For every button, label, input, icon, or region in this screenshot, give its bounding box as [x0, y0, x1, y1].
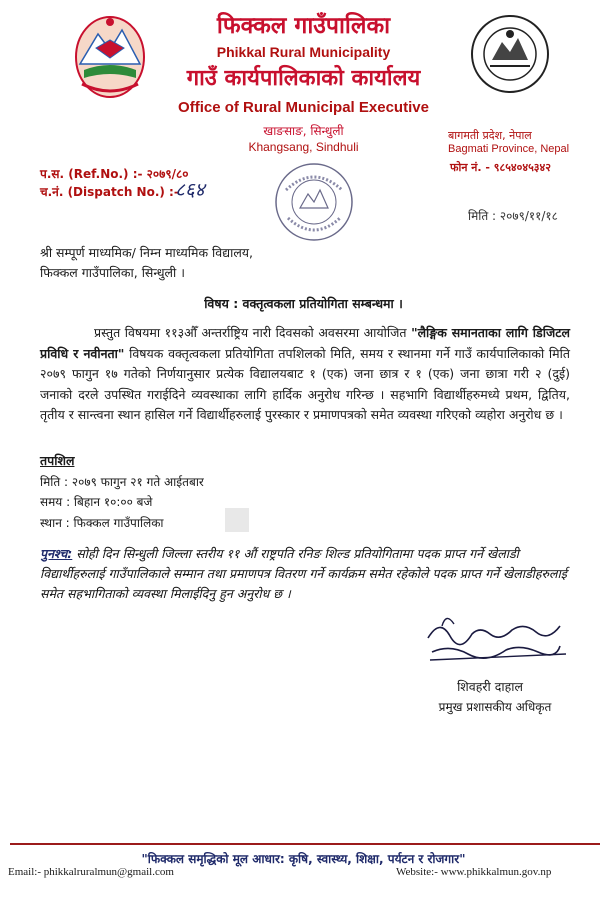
phone-number: फोन नं. - ९८५४०४५३४२	[450, 161, 551, 174]
letter-date: मिति : २०७९/११/१८	[468, 209, 558, 223]
reference-number: प.स. (Ref.No.) :- २०७९/८०	[40, 167, 189, 181]
office-name-nepali: गाउँ कार्यपालिकाको कार्यालय	[186, 66, 421, 91]
dispatch-number-label: च.नं. (Dispatch No.) :-	[40, 185, 179, 199]
postscript-label: पुनश्च:	[40, 546, 73, 561]
address-nepali: खाङसाङ, सिन्धुली	[263, 124, 344, 138]
address-english: Khangsang, Sindhuli	[248, 140, 359, 154]
dispatch-number-handwritten: ८६४	[175, 179, 205, 201]
body-text-part-2: विषयक वक्तृत्वकला प्रतियोगिता तपशिलको मिति, समय र स्थानमा गर्ने गाउँ कार्यपालिकाको मिति २०७९ फागुन १७ गतेको निर्णयानुसार प्रत्येक विद्यालयबाट १ (एक) जना छात्र र १ (एक) जना छात्रा गरी २ (दुई) जनाको दरले उपस्थित गराईदिने व्यवस्थाका लागि हार्दिक अनुरोध गरिन्छ । सहभागि विद्यार्थीहरुमध्ये प्रथम, द्वितिय, तृतीय र सान्त्वना स्थान हासिल गर्ने विद्यार्थीहरुलाई पुरस्कार र प्रमाणपत्रको समेत व्यवस्था गरिएको व्यहोरा अनुरोध छ ।	[40, 345, 571, 422]
body-text-part-1: प्रस्तुत विषयमा ११३औँ अन्तर्राष्ट्रिय नारी दिवसको अवसरमा आयोजित	[94, 325, 412, 340]
province-nepali: बागमती प्रदेश, नेपाल	[448, 129, 532, 142]
details-time: समय : बिहान १०:०० बजे	[40, 495, 153, 509]
footer-website: Website:- www.phikkalmun.gov.np	[396, 866, 552, 878]
signatory-name: शिवहरी दाहाल	[457, 679, 523, 694]
letter-subject: विषय : वक्तृत्वकला प्रतियोगिता सम्बन्धमा ।	[204, 296, 403, 311]
recipient-line-1: श्री सम्पूर्ण माध्यमिक/ निम्न माध्यमिक विद्यालय,	[40, 245, 254, 260]
redaction-mark	[225, 508, 249, 532]
recipient-line-2: फिक्कल गाउँपालिका, सिन्धुली ।	[40, 265, 185, 280]
province-english: Bagmati Province, Nepal	[448, 143, 570, 155]
postscript-paragraph	[40, 544, 580, 604]
body-paragraph	[40, 323, 570, 426]
details-date: मिति : २०७९ फागुन २१ गते आईतबार	[40, 475, 204, 489]
municipality-name-english: Phikkal Rural Municipality	[216, 44, 391, 60]
signatory-title: प्रमुख प्रशासकीय अधिकृत	[438, 700, 552, 714]
handwritten-signature	[420, 608, 570, 674]
footer-divider	[10, 843, 600, 845]
postscript-text: सोही दिन सिन्धुली जिल्ला स्तरीय ११ औं राष्ट्रपति रनिङ शिल्ड प्रतियोगितामा पदक प्राप्त गर्ने खेलाडी विद्यार्थीहरुलाई गाउँपालिकाले सम्मान तथा प्रमाणपत्र वितरण गर्ने कार्यक्रम समेत रहेकोले पदक प्राप्त गर्ने खेलाडीहरुलाई समेत सहभागिताको व्यवस्था मिलाईदिनु हुन अनुरोध छ ।	[40, 546, 567, 601]
office-stamp	[272, 160, 356, 244]
office-name-english: Office of Rural Municipal Executive	[178, 99, 429, 116]
body-text-theme: "लैङ्गिक समानताका लागि डिजिटल प्रविधि र नवीनता"	[40, 325, 571, 361]
municipality-name-nepali: फिक्कल गाउँपालिका	[216, 13, 391, 39]
details-place: स्थान : फिक्कल गाउँपालिका	[40, 516, 164, 530]
footer-email: Email:- phikkalruralmun@gmail.com	[8, 866, 174, 878]
details-heading: तपशिल	[40, 453, 75, 468]
footer-motto: "फिक्कल समृद्धिको मूल आधार: कृषि, स्वास्थ्य, शिक्षा, पर्यटन र रोजगार"	[141, 852, 466, 866]
